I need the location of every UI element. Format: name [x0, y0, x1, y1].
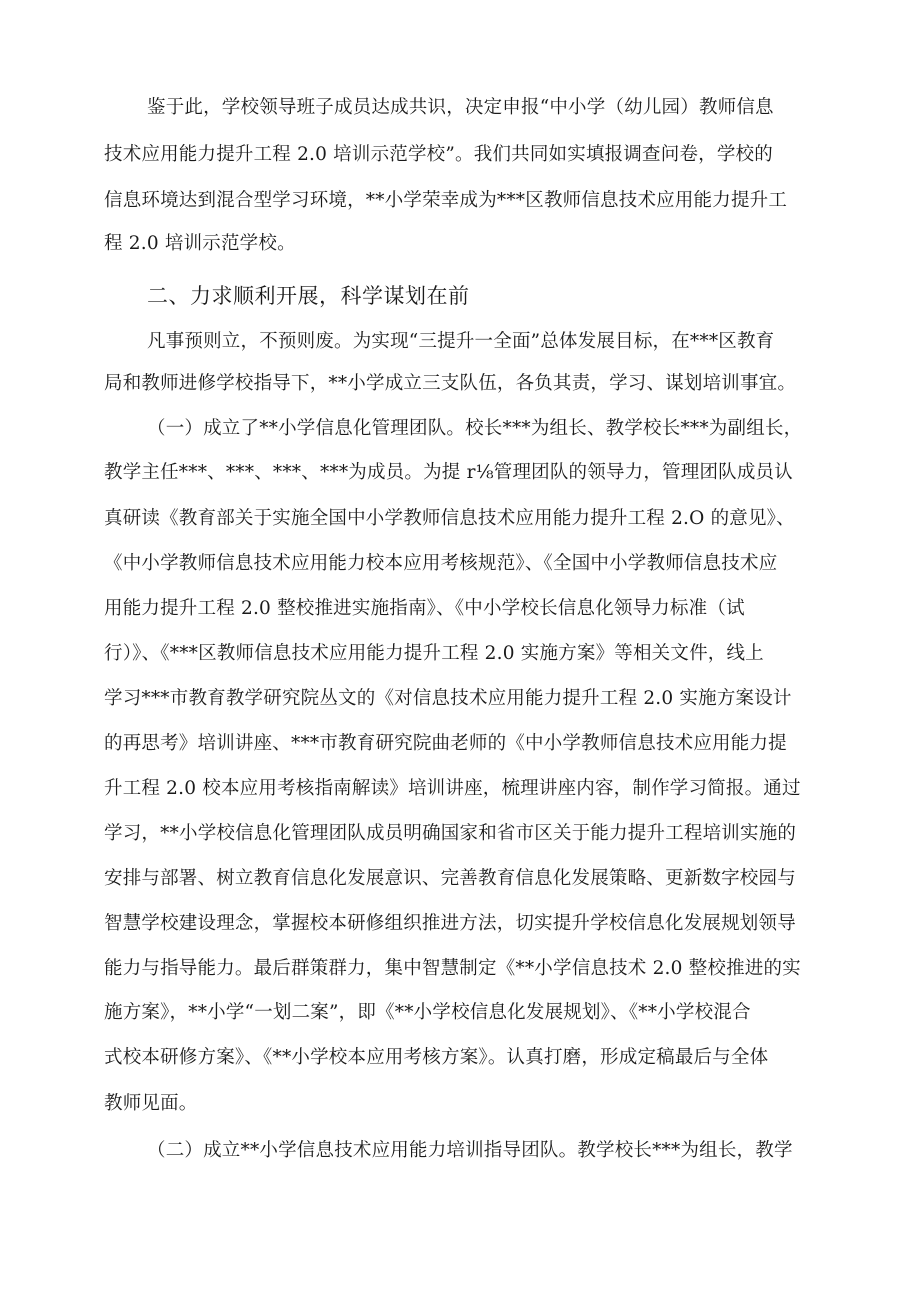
- paragraph-3-line-10: 学习，**小学校信息化管理团队成员明确国家和省市区关于能力提升工程培训实施的: [104, 823, 797, 844]
- paragraph-1-line-1: 鉴于此，学校领导班子成员达成共识，决定申报“中小学（幼儿园）教师信息: [147, 97, 774, 118]
- paragraph-1-line-2: 技术应用能力提升工程 2.0 培训示范学校”。我们共同如实填报调查问卷，学校的: [104, 144, 773, 165]
- paragraph-3-line-7: 学习***市教育教学研究院丛文的《对信息技术应用能力提升工程 2.0 实施方案设计: [104, 688, 792, 709]
- paragraph-1-line-4: 程 2.0 培训示范学校。: [104, 233, 296, 254]
- paragraph-3-line-2: 教学主任***、***、***、***为成员。为提 r⅛管理团队的领导力，管理团队成员认: [104, 462, 793, 483]
- paragraph-3-line-3: 真研读《教育部关于实施全国中小学教师信息技术应用能力提升工程 2.O 的意见》、: [104, 508, 795, 529]
- paragraph-3-line-11: 安排与部署、树立教育信息化发展意识、完善教育信息化发展策略、更新数字校园与: [104, 868, 796, 889]
- paragraph-3-line-14: 施方案》，**小学“一划二案”，即《**小学校信息化发展规划》、《**小学校混合: [104, 1002, 751, 1023]
- paragraph-3-line-4: 《中小学教师信息技术应用能力校本应用考核规范》、《全国中小学教师信息技术应: [104, 553, 778, 574]
- paragraph-3-line-13: 能力与指导能力。最后群策群力，集中智慧制定《**小学信息技术 2.0 整校推进的实: [104, 958, 801, 979]
- paragraph-2-line-1: 凡事预则立，不预则废。为实现“三提升一全面”总体发展目标，在***区教育: [147, 331, 775, 352]
- paragraph-3-line-15: 式校本研修方案》、《**小学校本应用考核方案》。认真打磨，形成定稿最后与全体: [104, 1047, 769, 1068]
- paragraph-3-line-8: 的再思考》培训讲座、***市教育研究院曲老师的《中小学教师信息技术应用能力提: [104, 733, 787, 754]
- paragraph-2-line-2: 局和教师进修学校指导下，**小学成立三支队伍，各负其责，学习、谋划培训事宜。: [104, 373, 797, 394]
- section-heading: 二、力求顺利开展，科学谋划在前: [147, 284, 470, 308]
- paragraph-3-line-12: 智慧学校建设理念，掌握校本研修组织推进方法，切实提升学校信息化发展规划领导: [104, 913, 796, 934]
- paragraph-1-line-3: 信息环境达到混合型学习环境，**小学荣幸成为***区教师信息技术应用能力提升工: [104, 190, 788, 211]
- paragraph-3-line-6: 行）》、《***区教师信息技术应用能力提升工程 2.0 实施方案》等相关文件，线上: [104, 643, 764, 664]
- paragraph-3-line-16: 教师见面。: [104, 1093, 198, 1114]
- paragraph-3-line-5: 用能力提升工程 2.0 整校推进实施指南》、《中小学校长信息化领导力标准（试: [104, 598, 745, 619]
- paragraph-3-line-9: 升工程 2.0 校本应用考核指南解读》培训讲座，梳理讲座内容，制作学习简报。通过: [104, 778, 801, 799]
- paragraph-3-line-1: （一）成立了**小学信息化管理团队。校长***为组长、教学校长***为副组长，: [147, 418, 803, 439]
- paragraph-4-line-1: （二）成立**小学信息技术应用能力培训指导团队。教学校长***为组长，教学: [147, 1140, 793, 1161]
